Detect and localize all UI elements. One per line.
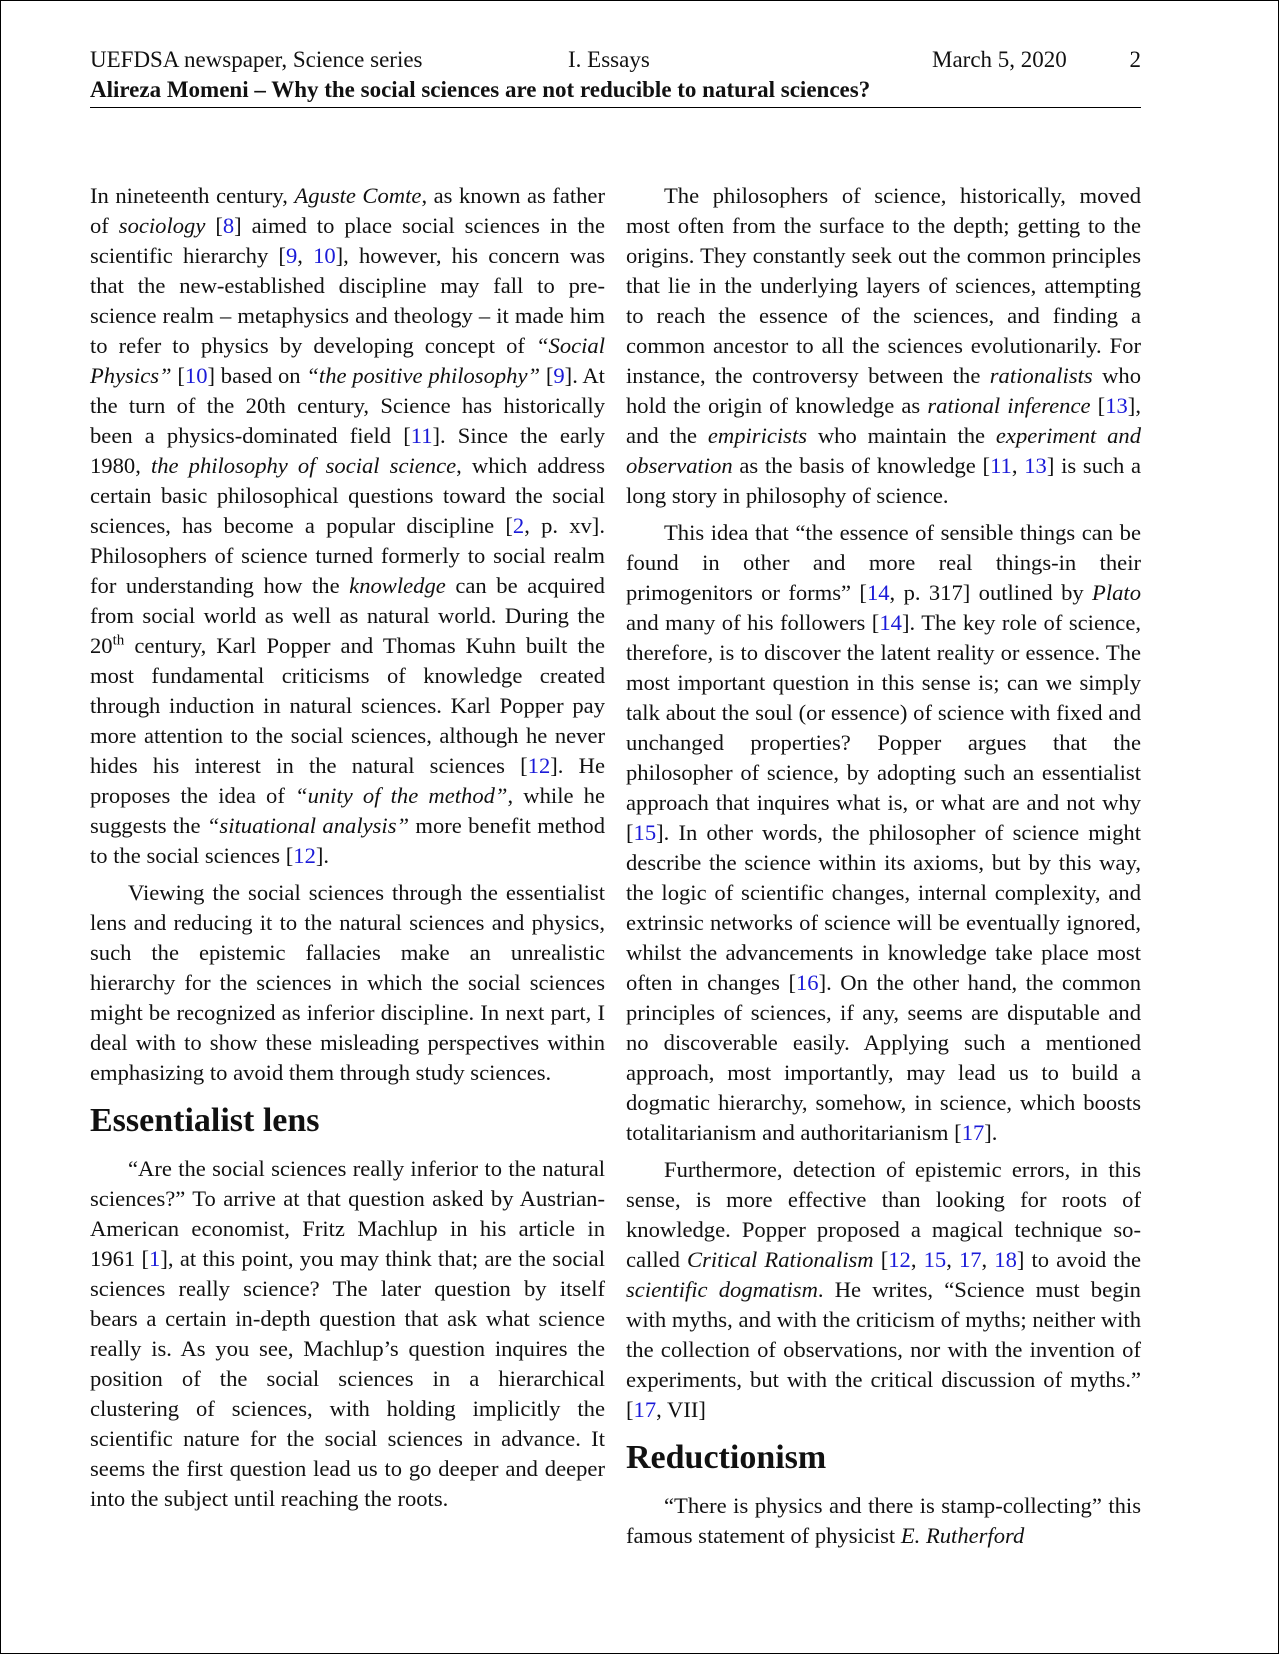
emphasis: Critical Rationalism — [687, 1247, 874, 1272]
paragraph: In nineteenth century, Aguste Comte, as known as father of sociology [8] aimed to place social sciences in the scientific hierarchy [9, 10], however, his concern was that the new-established discipline may fall to pre-science realm – metaphysics and theology – it made him to refer to physics by developing concept of “Social Physics” [10] based on “the positive philosophy” [9]. At the turn of the 20th century, Science has historically been a physics-dominated field [11]. Since the early 1980, the philosophy of social science, which address certain basic philosophical questions toward the social sciences, has become a popular discipline [2, p. xv]. Philosophers of science turned formerly to social realm for understanding how the knowledge can be acquired from social world as well as natural world. During the 20th century, Karl Popper and Thomas Kuhn built the most fundamental criticisms of knowledge created through induction in natural sciences. Karl Popper pay more attention to the social sciences, although he never hides his interest in the natural sciences [12]. He proposes the idea of “unity of the method”, while he suggests the “situational analysis” more benefit method to the social sciences [12]. — [90, 183, 606, 868]
citation-link[interactable]: 13 — [1105, 393, 1128, 418]
emphasis: “situational analysis” — [206, 813, 410, 838]
emphasis: knowledge — [349, 573, 446, 598]
citation-link[interactable]: 2 — [512, 513, 525, 538]
citation-link[interactable]: 12 — [888, 1247, 911, 1272]
emphasis: Plato — [1092, 580, 1141, 605]
citation-link[interactable]: 12 — [293, 843, 316, 868]
citation-link[interactable]: 11 — [410, 423, 433, 448]
citation-link[interactable]: 17 — [958, 1247, 982, 1272]
paragraph: The philosophers of science, historically, moved most often from the surface to the depth; getting to the origins. They constantly seek out the common principles that lie in the underlying layers of sciences, attempting to reach the essence of the sciences, and finding a common ancestor to all the sciences evolutionarily. For instance, the controversy between the rationalists who hold the origin of knowledge as rational inference [13], and the empiricists who maintain the experiment and observation as the basis of knowledge [11, 13] is such a long story in philosophy of science. — [626, 183, 1142, 508]
citation-link[interactable]: 1 — [149, 1246, 161, 1271]
citation-link[interactable]: 8 — [222, 213, 235, 238]
header-series: UEFDSA newspaper, Science series — [90, 47, 423, 72]
emphasis: empiricists — [707, 423, 808, 448]
header-title: Alireza Momeni – Why the social sciences are not reducible to natural sciences? — [90, 77, 871, 102]
section-heading: Reductionism — [626, 1439, 827, 1476]
left-column — [90, 181, 605, 1514]
emphasis: experiment and observation — [626, 423, 1141, 478]
emphasis: sociology — [118, 213, 206, 238]
section-heading: Essentialist lens — [90, 1102, 320, 1139]
superscript: th — [112, 632, 125, 649]
emphasis: “unity of the method” — [295, 783, 508, 808]
emphasis: Aguste Comte — [294, 183, 422, 208]
emphasis: rational inference — [927, 393, 1091, 418]
paragraph: “Are the social sciences really inferior to the natural sciences?” To arrive at that question asked by Austrian-American economist, Fritz Machlup in his article in 1961 [1], at this point, you may think that; are the social sciences really science? The later question by itself bears a certain in-depth question that ask what science really is. As you see, Machlup’s question inquires the position of the social sciences in a hierarchical clustering of sciences, with holding implicitly the scientific nature for the social sciences in advance. It seems the first question lead us to go deeper and deeper into the subject until reaching the roots. — [90, 1156, 605, 1511]
emphasis: “the positive philosophy” — [306, 363, 541, 388]
header-date: March 5, 2020 — [932, 47, 1067, 72]
citation-link[interactable]: 14 — [879, 610, 902, 635]
running-header — [90, 45, 1141, 105]
paragraph: This idea that “the essence of sensible things can be found in other and more real things-in their primogenitors or forms” [14, p. 317] outlined by Plato and many of his followers [14]. The key role of science, therefore, is to discover the latent reality or essence. The most important question in this sense is; can we simply talk about the soul (or essence) of science with fixed and unchanged properties? Popper argues that the philosopher of science, by adopting such an essentialist approach that inquires what is, or what are and not why [15]. In other words, the philosopher of science might describe the science within its axioms, but by this way, the logic of scientific changes, internal complexity, and extrinsic networks of science will be eventually ignored, whilst the advancements in knowledge take place most often in changes [16]. On the other hand, the common principles of sciences, if any, seems are disputable and no discoverable easily. Applying such a mentioned approach, most importantly, may lead us to build a dogmatic hierarchy, somehow, in science, which boosts totalitarianism and authoritarianism [17]. — [626, 520, 1141, 1145]
citation-link[interactable]: 16 — [795, 970, 819, 995]
citation-link[interactable]: 17 — [633, 1397, 657, 1422]
paragraph: Viewing the social sciences through the essentialist lens and reducing it to the natural sciences and physics, such the epistemic fallacies make an unrealistic hierarchy for the sciences in which the social sciences might be recognized as inferior discipline. In next part, I deal with to show these misleading perspectives within emphasizing to avoid them through study sciences. — [90, 880, 605, 1085]
citation-link[interactable]: 15 — [633, 820, 657, 845]
emphasis: the philosophy of social science — [150, 453, 457, 478]
page-number: 2 — [1129, 47, 1141, 72]
citation-link[interactable]: 11 — [990, 453, 1012, 478]
emphasis: rationalists — [989, 363, 1093, 388]
citation-link[interactable]: 9 — [285, 243, 298, 268]
paragraph: “There is physics and there is stamp-collecting” this famous statement of physicist E. Rutherford — [626, 1493, 1141, 1548]
citation-link[interactable]: 10 — [184, 363, 208, 388]
citation-link[interactable]: 9 — [553, 363, 565, 388]
emphasis: E. Rutherford — [900, 1523, 1025, 1548]
header-section: I. Essays — [568, 47, 650, 72]
citation-link[interactable]: 12 — [527, 753, 551, 778]
citation-link[interactable]: 13 — [1024, 453, 1047, 478]
emphasis: “Social Physics” — [90, 333, 605, 388]
header-rule — [90, 107, 1141, 108]
citation-link[interactable]: 17 — [961, 1120, 985, 1145]
paragraph: Furthermore, detection of epistemic errors, in this sense, is more effective than looking for roots of knowledge. Popper proposed a magical technique so-called Critical Rationalism [12, 15, 17, 18] to avoid the scientific dogmatism. He writes, “Science must begin with myths, and with the criticism of myths; neither with the collection of observations, nor with the invention of experiments, but with the critical discussion of myths.” [17, VII] — [626, 1157, 1142, 1422]
citation-link[interactable]: 10 — [313, 243, 336, 268]
citation-link[interactable]: 14 — [866, 580, 890, 605]
citation-link[interactable]: 18 — [994, 1247, 1017, 1272]
right-column — [626, 181, 1141, 1551]
citation-link[interactable]: 15 — [923, 1247, 947, 1272]
emphasis: scientific dogmatism — [626, 1277, 818, 1302]
